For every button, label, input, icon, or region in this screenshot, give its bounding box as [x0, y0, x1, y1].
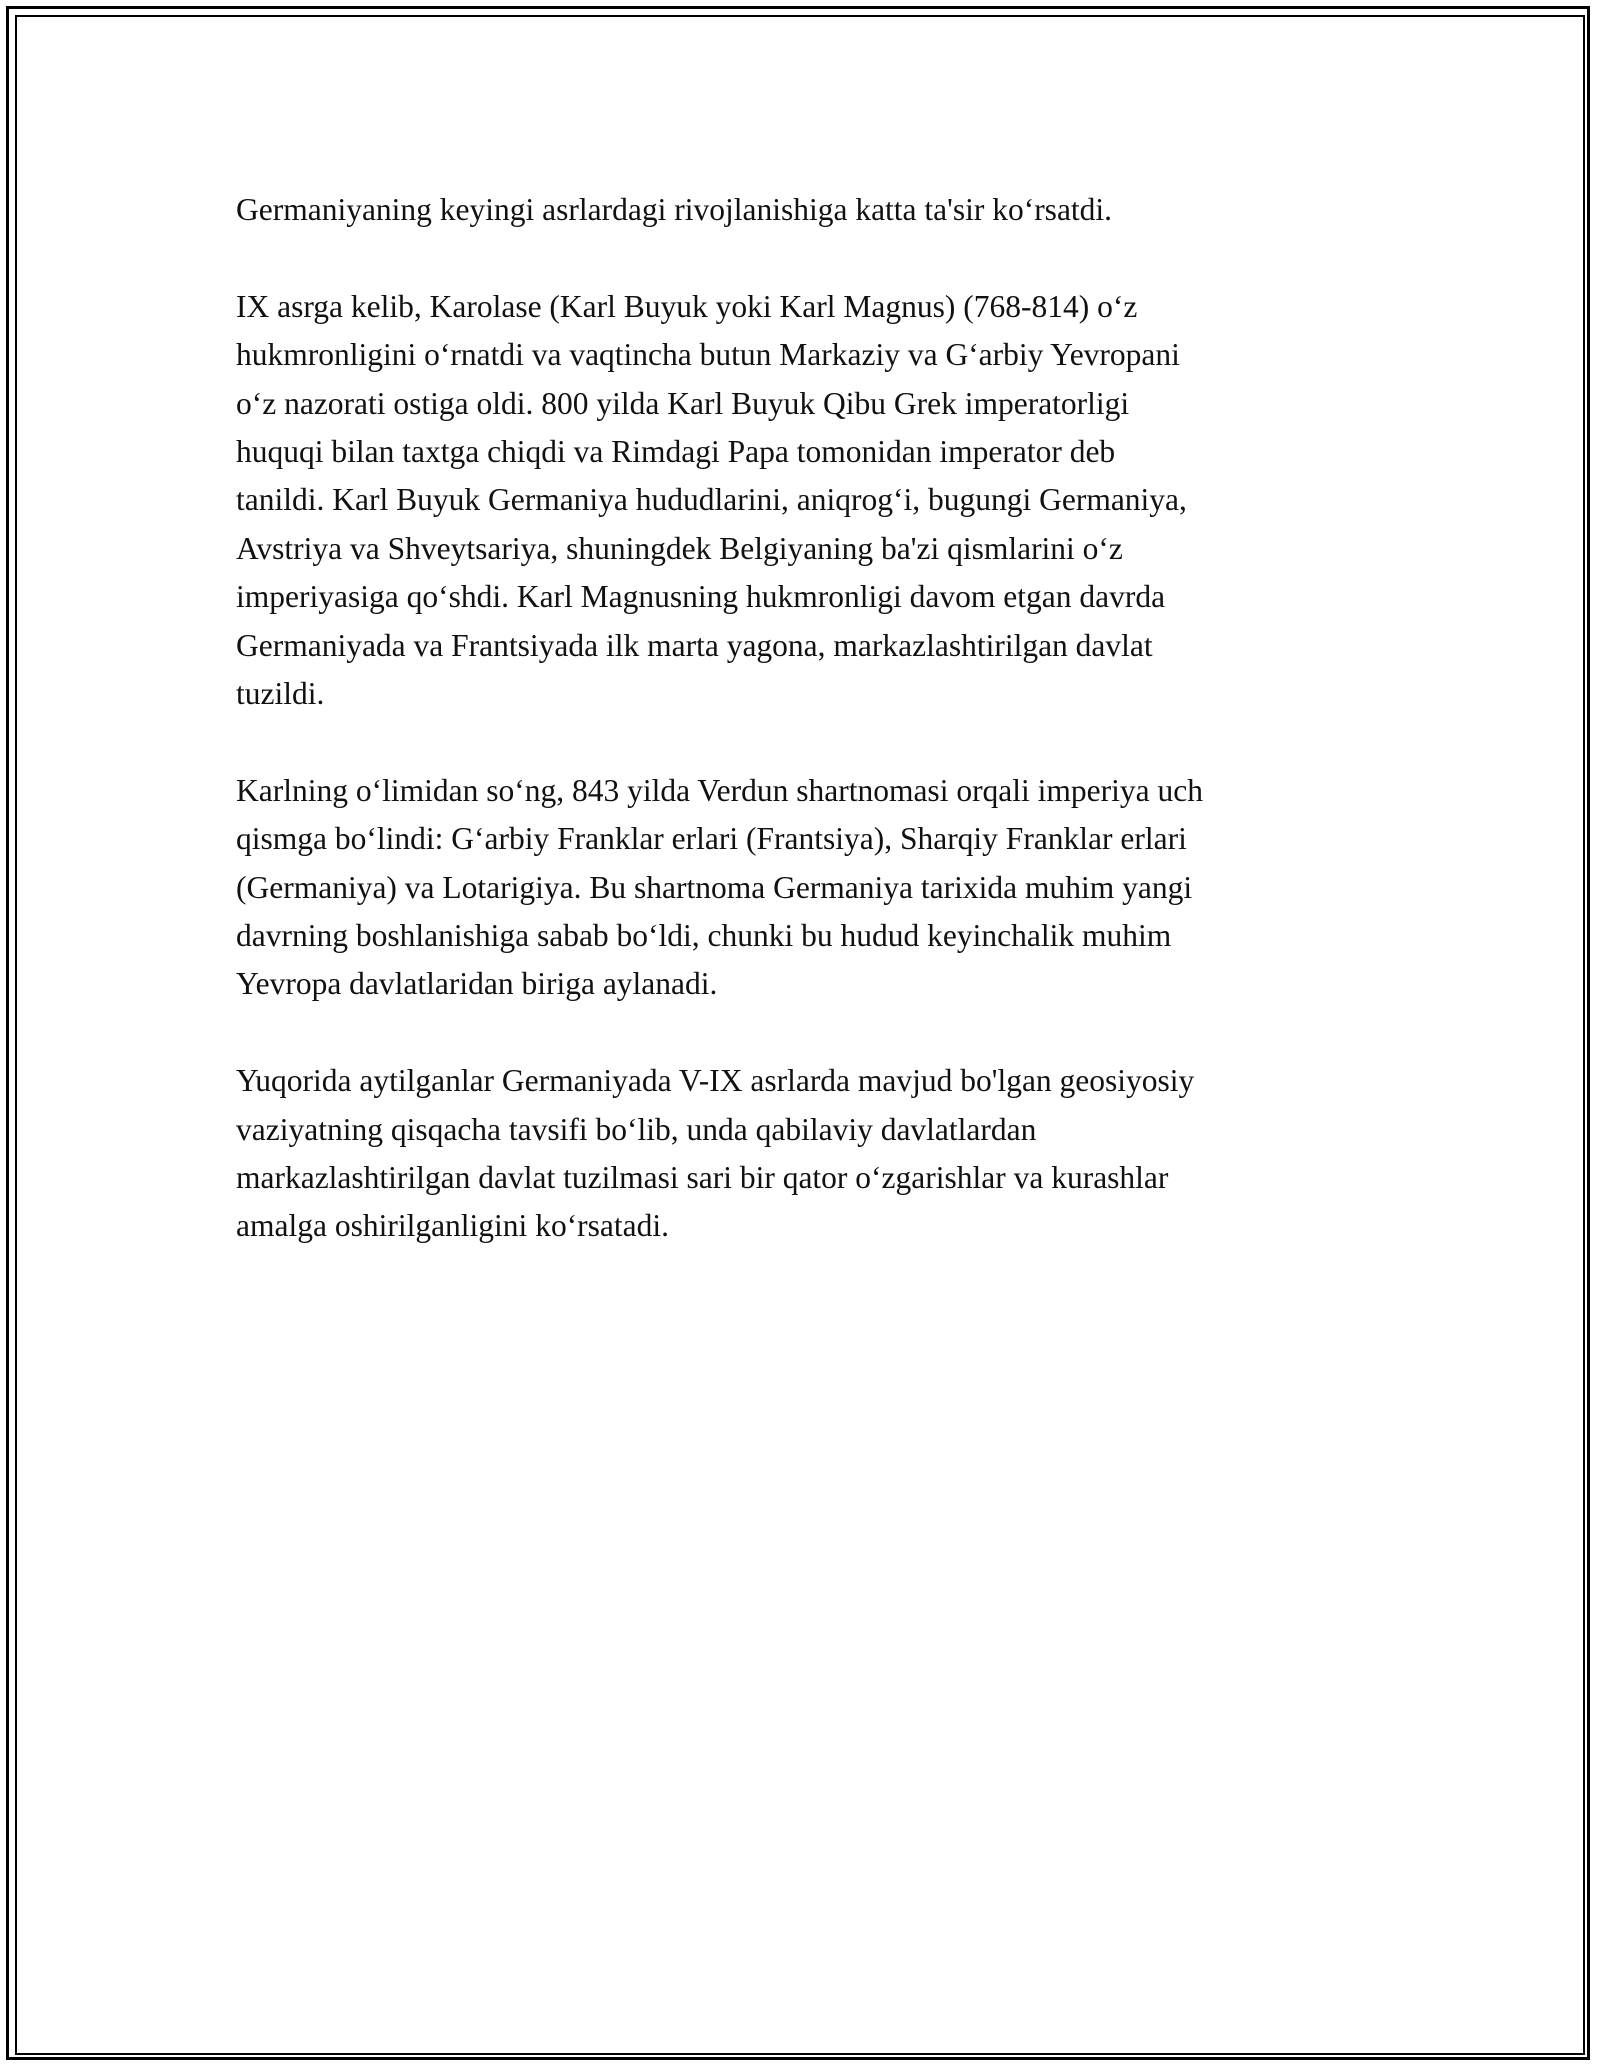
paragraph: Germaniyaning keyingi asrlardagi rivojlanishiga katta ta'sir ko‘rsatdi. [236, 192, 1113, 227]
paragraph: Karlning o‘limidan so‘ng, 843 yilda Verdun shartnomasi orqali imperiya uch qismga bo‘lindi: G‘arbiy Franklar erlari (Frantsiya), Sharqiy Franklar erlari (Germaniya) va Lotarigiya. Bu shartnoma Germaniya tarixida muhim yangi davrning boshlanishiga sabab bo‘ldi, chunki bu hudud keyinchalik muhim Yevropa davlatlaridan biriga aylanadi. [236, 772, 1203, 1002]
paragraph: Yuqorida aytilganlar Germaniyada V-IX asrlarda mavjud bo'lgan geosiyosiy vaziyatning qisqacha tavsifi bo‘lib, unda qabilaviy davlatlardan markazlashtirilgan davlat tuzilmasi sari bir qator o‘zgarishlar va kurashlar amalga oshirilganligini ko‘rsatadi. [236, 1063, 1195, 1244]
paragraph: IX asrga kelib, Karolase (Karl Buyuk yoki Karl Magnus) (768-814) o‘z hukmronligini o‘rnatdi va vaqtincha butun Markaziy va G‘arbiy Yevropani o‘z nazorati ostiga oldi. 800 yilda Karl Buyuk Qibu Grek imperatorligi huquqi bilan taxtga chiqdi va Rimdagi Papa tomonidan imperator deb tanildi. Karl Buyuk Germaniya hududlarini, aniqrog‘i, bugungi Germaniya, Avstriya va Shveytsariya, shuningdek Belgiyaning ba'zi qismlarini o‘z imperiyasiga qo‘shdi. Karl Magnusning hukmronligi davom etgan davrda Germaniyada va Frantsiyada ilk marta yagona, markazlashtirilgan davlat tuzildi. [236, 288, 1187, 712]
document-body [236, 186, 1376, 1299]
